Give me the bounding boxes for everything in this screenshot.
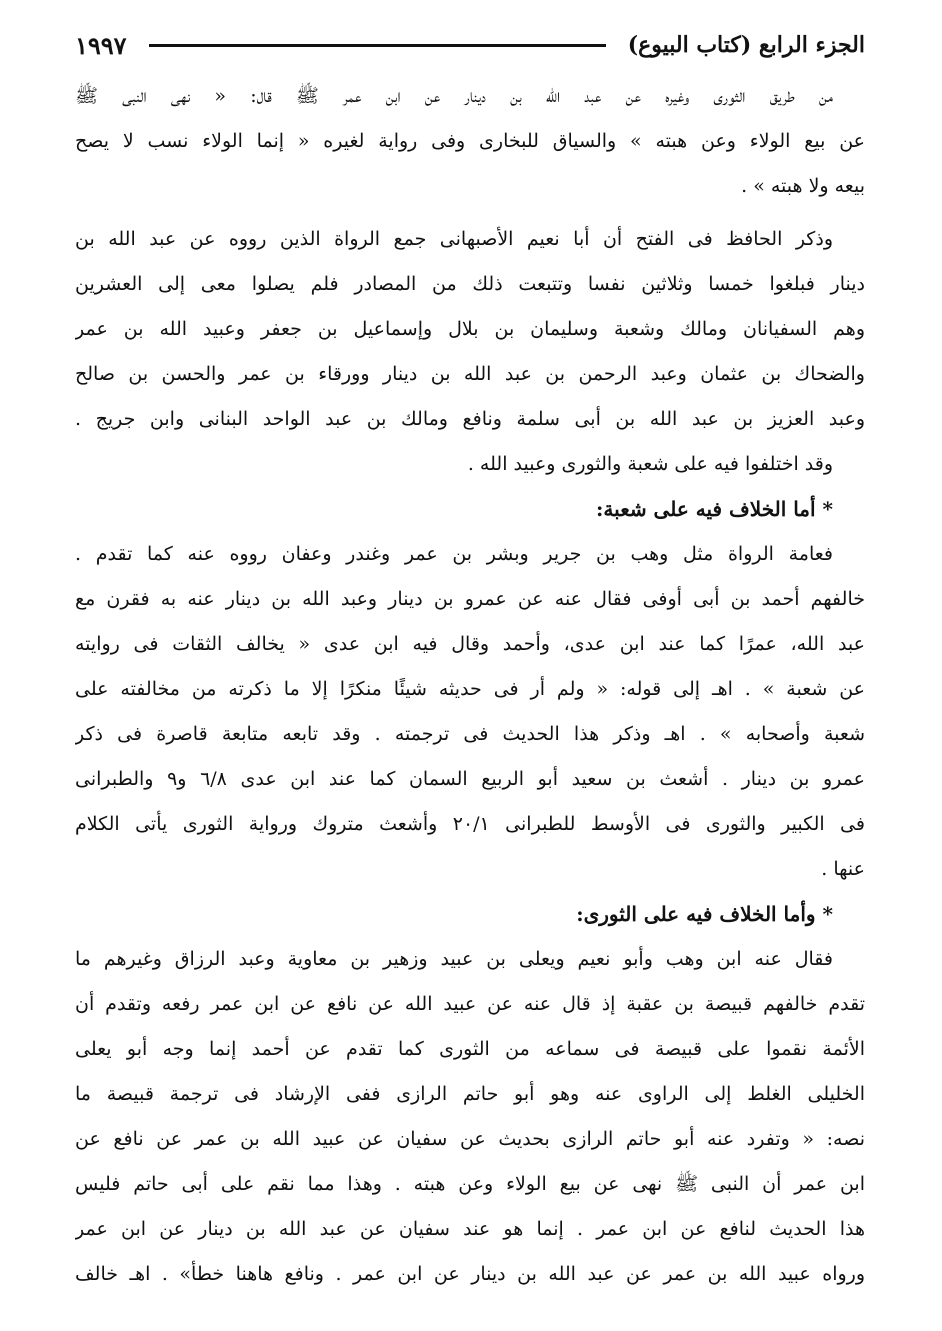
- text-line: شعبة وأصحابه » . اهـ وذكر هذا الحديث فى ترجمته . وقد تابعه متابعة قاصرة فى ذكر: [75, 723, 865, 745]
- text-line: ابن عمر أن النبى ﷺ نهى عن بيع الولاء وعن هبته . وهذا مما نقم على أبى حاتم فليس: [75, 1173, 865, 1195]
- paragraph-1: [75, 74, 865, 209]
- text-line: وعبد العزيز بن عبد الله بن أبى سلمة ونافع ومالك بن عبد الواحد البنانى وابن جريج .: [75, 408, 865, 430]
- paragraph-3: [75, 442, 865, 487]
- text-line: فقال عنه ابن وهب وأبو نعيم ويعلى بن عبيد وزهير بن معاوية وعبد الرزاق وغيرهم ما: [75, 948, 833, 970]
- text-line: نصه: « وتفرد عنه أبو حاتم الرازى بحديث عن سفيان عن عبيد الله بن عمر عن نافع عن: [75, 1128, 865, 1150]
- text-line: من طريق الثورى وغيره عن عبد الله بن دينار عن ابن عمر ﷺ قال: « نهى النبى ﷺ: [75, 85, 833, 107]
- header-rule: [149, 44, 606, 47]
- text-line: دينار فبلغوا خمسا وثلاثين نفسا وتتبعت ذلك من المصادر فلم يصلوا معى إلى العشرين: [75, 273, 865, 295]
- text-line: فعامة الرواة مثل وهب بن جرير وبشر بن عمر وغندر وعفان رووه عنه كما تقدم .: [75, 543, 833, 565]
- page-number: ١٩٩٧: [75, 30, 127, 60]
- text-line: خالفهم أحمد بن أبى أوفى فقال عنه عن عمرو بن دينار وعبد الله بن دينار عنه به فقرن مع: [75, 588, 865, 610]
- text-line: عبد الله، عمرًا كما عند ابن عدى، وأحمد وقال فيه ابن عدى « يخالف الثقات فى روايته: [75, 633, 865, 655]
- text-line: عنها .: [821, 858, 865, 880]
- text-line: هذا الحديث لنافع عن ابن عمر . إنما هو عند سفيان عن عبد الله بن دينار عن ابن عمر: [75, 1218, 865, 1240]
- text-line: وقد اختلفوا فيه على شعبة والثورى وعبيد الله .: [467, 453, 833, 475]
- paragraph-5: [75, 937, 865, 1297]
- section-heading-thawri: * وأما الخلاف فيه على الثورى:: [576, 902, 833, 926]
- text-line: والضحاك بن عثمان وعبد الرحمن بن عبد الله بن دينار وورقاء بن عمر والحسن بن صالح: [75, 363, 865, 385]
- text-line: عن شعبة » . اهـ إلى قوله: « ولم أر فى حديثه شيئًا منكرًا إلا ما ذكرته من مخالفته على: [75, 678, 865, 700]
- page-header: [75, 28, 865, 62]
- text-line: الخليلى الغلط إلى الراوى عنه وهو أبو حاتم الرازى ففى الإرشاد فى ترجمة قبيصة ما: [75, 1083, 865, 1105]
- text-line: الأئمة نقموا على قبيصة فى سماعه من الثورى كما تقدم عن أحمد إنما وجه أبو يعلى: [75, 1038, 865, 1060]
- text-line: وهم السفيانان ومالك وشعبة وسليمان بن بلال وإسماعيل بن جعفر وعبيد الله بن عمر: [75, 318, 865, 340]
- text-line: وذكر الحافظ فى الفتح أن أبا نعيم الأصبهانى جمع الرواة الذين رووه عن عبد الله بن: [75, 228, 833, 250]
- text-line: عمرو بن دينار . أشعث بن سعيد أبو الربيع السمان كما عند ابن عدى ٦/٨ و٩ والطبرانى: [75, 768, 865, 790]
- page-body: [75, 74, 865, 1297]
- text-line: بيعه ولا هبته » .: [741, 175, 865, 197]
- section-heading-shuba: * أما الخلاف فيه على شعبة:: [596, 497, 833, 521]
- text-line: عن بيع الولاء وعن هبته » والسياق للبخارى وفى رواية لغيره « إنما الولاء نسب لا يصح: [75, 130, 865, 152]
- text-line: فى الكبير والثورى فى الأوسط للطبرانى ٢٠/١ وأشعث متروك ورواية الثورى يأتى الكلام: [75, 813, 865, 835]
- paragraph-4: [75, 532, 865, 892]
- text-line: تقدم خالفهم قبيصة بن عقبة إذ قال عنه عن عبيد الله عن نافع عن ابن عمر رفعه وتقدم أن: [75, 993, 865, 1015]
- text-line: ورواه عبيد الله بن عمر عن عبد الله بن دينار عن ابن عمر . ونافع هاهنا خطأ» . اهـ خالف: [75, 1263, 865, 1285]
- paragraph-2: [75, 217, 865, 442]
- book-part-title: الجزء الرابع (كتاب البيوع): [627, 32, 865, 58]
